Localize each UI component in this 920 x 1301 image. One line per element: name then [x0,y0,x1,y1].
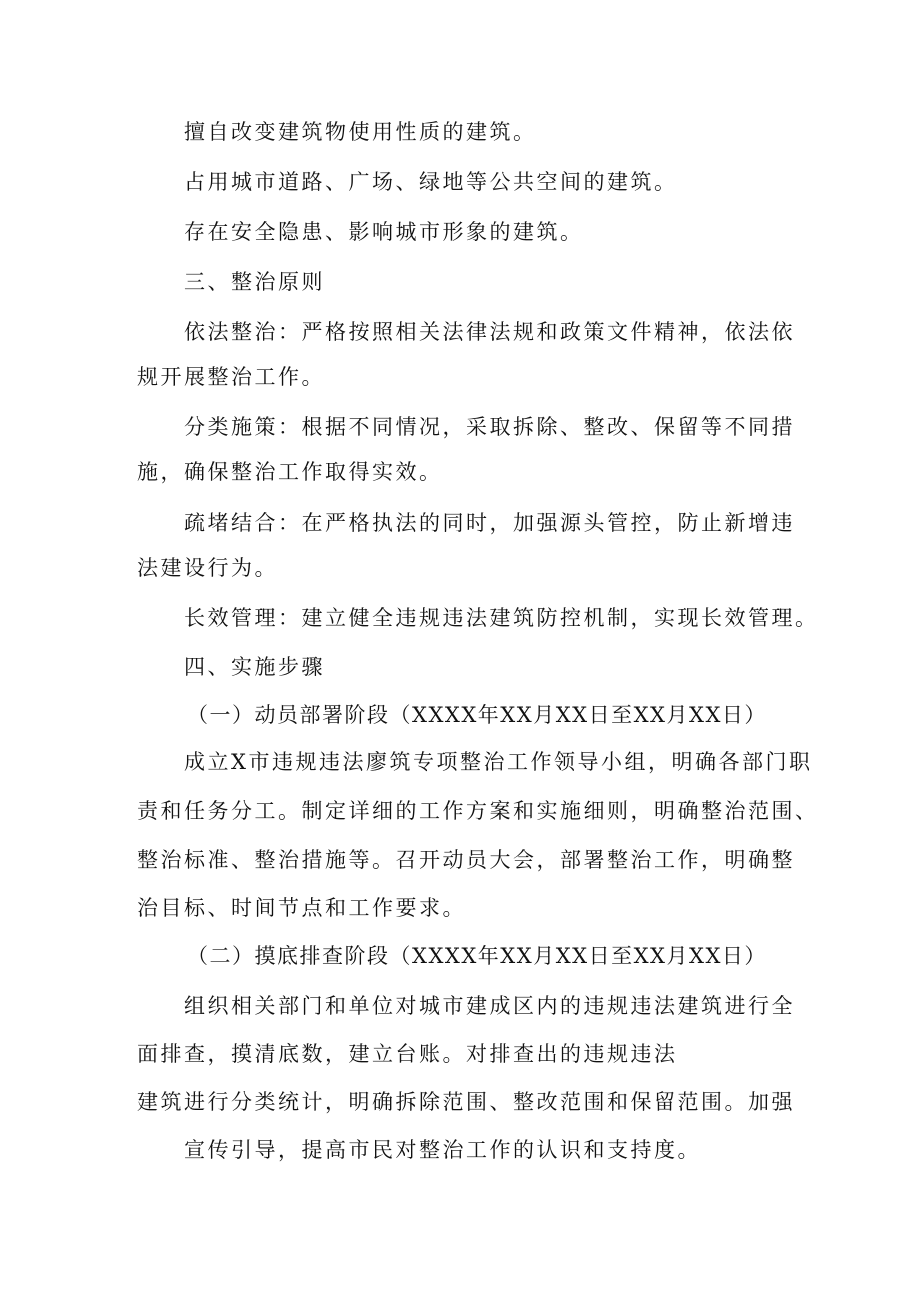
paragraph-line: 施，确保整治工作取得实效。 [137,460,443,484]
paragraph-line: 面排查，摸清底数，建立台账。对排查出的违规违法 [137,1042,678,1066]
subsection-heading: （二）摸底排查阶段（XXXX年XX月XX日至XX月XX日） [187,944,767,968]
paragraph-line: 责和任务分工。制定详细的工作方案和实施细则，明确整治范围、 [137,799,819,823]
section-heading: 四、实施步骤 [184,655,325,679]
paragraph-line: 建筑进行分类统计，明确拆除范围、整改范围和保留范围。加强 [137,1090,795,1114]
paragraph-line: 规开展整治工作。 [137,365,325,389]
paragraph-line: 依法整治：严格按照相关法律法规和政策文件精神，依法依 [184,320,795,344]
section-heading: 三、整治原则 [184,270,325,294]
subsection-heading: （一）动员部署阶段（XXXX年XX月XX日至XX月XX日） [187,703,767,727]
paragraph-line: 成立X市违规违法廖筑专项整治工作领导小组，明确各部门职 [184,750,813,774]
paragraph-line: 占用城市道路、广场、绿地等公共空间的建筑。 [184,170,678,194]
paragraph-line: 分类施策：根据不同情况，采取拆除、整改、保留等不同措 [184,415,795,439]
paragraph-line: 组织相关部门和单位对城市建成区内的违规违法建筑进行全 [184,994,795,1018]
paragraph-line: 治目标、时间节点和工作要求。 [137,896,466,920]
paragraph-line: 整治标准、整治措施等。召开动员大会，部署整治工作，明确整 [137,848,795,872]
paragraph-line: 宣传引导，提高市民对整治工作的认识和支持度。 [184,1138,701,1162]
paragraph-line: 长效管理：建立健全违规违法建筑防控机制，实现长效管理。 [184,606,819,630]
paragraph-line: 法建设行为。 [137,556,278,580]
paragraph-line: 疏堵结合：在严格执法的同时，加强源头管控，防止新增违 [184,511,795,535]
paragraph-line: 擅自改变建筑物使用性质的建筑。 [184,120,537,144]
paragraph-line: 存在安全隐患、影响城市形象的建筑。 [184,220,584,244]
